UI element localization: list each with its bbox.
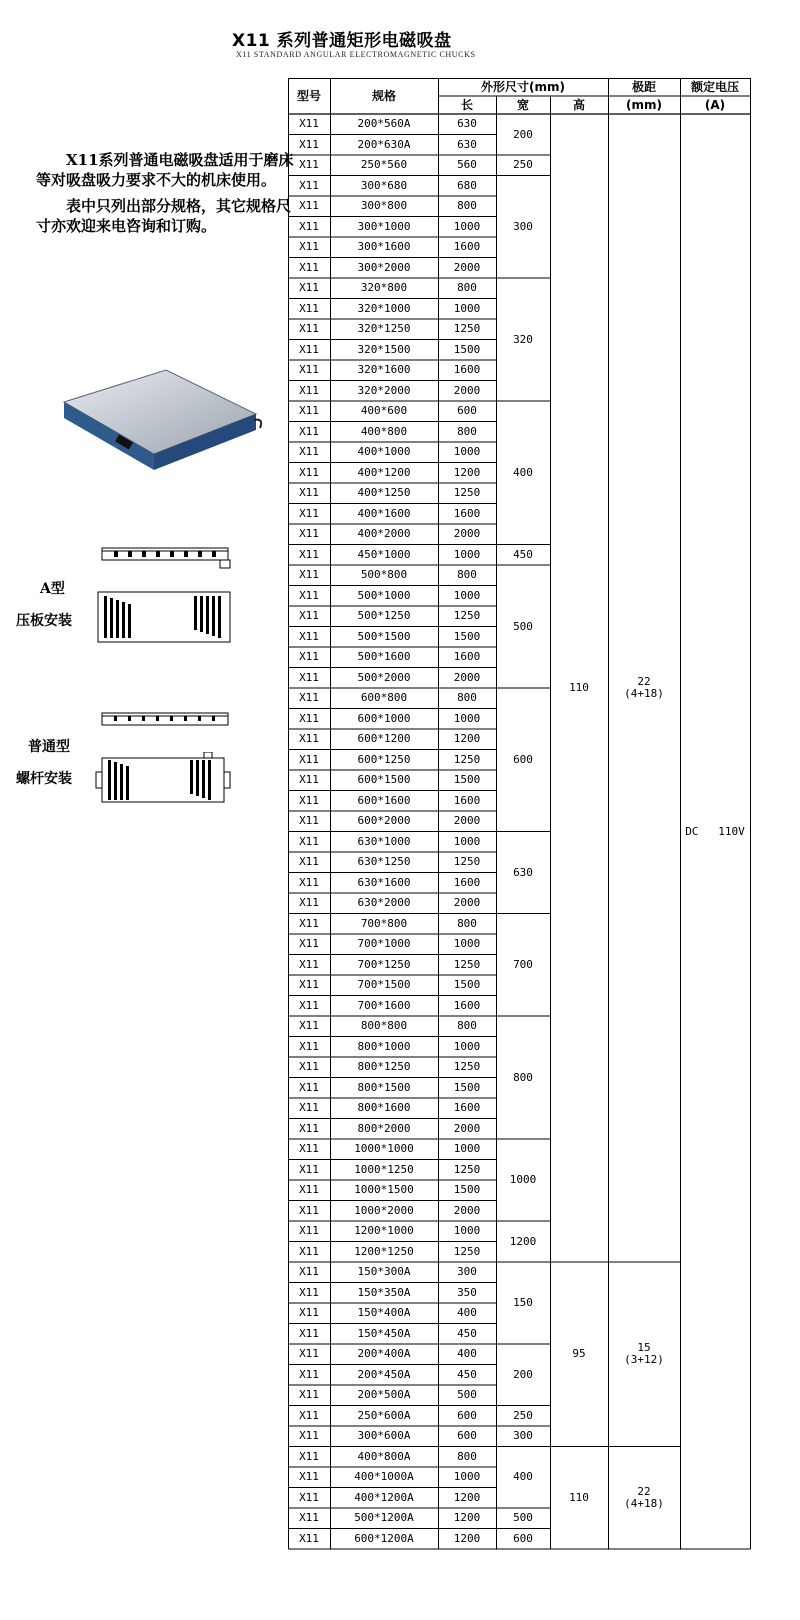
header-pole-unit: (mm) [626, 98, 662, 112]
row-model: X11 [299, 1039, 319, 1053]
row-length: 400 [457, 1347, 477, 1361]
row-spec: 400*1250 [357, 486, 411, 500]
row-spec: 700*1600 [357, 998, 411, 1012]
header-voltage-unit: (A) [704, 98, 726, 112]
row-model: X11 [299, 896, 319, 910]
row-length: 1600 [453, 793, 481, 807]
row-length: 800 [457, 424, 477, 438]
row-length: 600 [457, 1429, 477, 1443]
row-length: 1200 [453, 1490, 481, 1504]
row-length: 2000 [453, 383, 481, 397]
height-group-cell: 95 [572, 1347, 586, 1361]
row-model: X11 [299, 732, 319, 746]
width-group-cell: 1000 [509, 1173, 537, 1186]
row-spec: 300*600A [357, 1429, 411, 1443]
row-length: 1250 [453, 486, 481, 500]
row-length: 1600 [453, 240, 481, 254]
row-model: X11 [299, 506, 319, 520]
row-length: 400 [457, 1306, 477, 1320]
row-length: 450 [457, 1367, 477, 1381]
row-length: 1250 [453, 1060, 481, 1074]
header-outer-size: 外形尺寸(mm) [481, 80, 565, 94]
row-model: X11 [299, 1080, 319, 1094]
a-type-mount-label: 压板安装 [16, 613, 72, 629]
row-length: 630 [457, 137, 477, 151]
row-length: 1250 [453, 752, 481, 766]
row-model: X11 [299, 629, 319, 643]
width-group-cell: 500 [513, 619, 533, 633]
row-spec: 450*1000 [357, 547, 411, 561]
row-spec: 200*560A [357, 117, 411, 131]
row-length: 1000 [453, 937, 481, 951]
row-length: 1250 [453, 322, 481, 336]
row-spec: 150*300A [357, 1265, 411, 1279]
row-spec: 1000*1250 [354, 1162, 414, 1176]
row-model: X11 [299, 260, 319, 274]
row-length: 1250 [453, 609, 481, 623]
row-spec: 600*1200 [357, 732, 411, 746]
row-spec: 600*800 [360, 691, 408, 705]
width-group-cell: 630 [513, 865, 533, 879]
row-length: 1000 [453, 1224, 481, 1238]
row-spec: 1200*1250 [354, 1244, 414, 1258]
row-model: X11 [299, 527, 319, 541]
row-model: X11 [299, 814, 319, 828]
row-length: 1500 [453, 978, 481, 992]
row-length: 2000 [453, 1203, 481, 1217]
row-length: 1250 [453, 1244, 481, 1258]
intro-paragraph-2: 表中只列出部分规格，其它规格尺寸亦欢迎来电咨询和订购。 [36, 197, 292, 235]
row-model: X11 [299, 1142, 319, 1156]
row-length: 1600 [453, 650, 481, 664]
row-length: 1000 [453, 219, 481, 233]
row-spec: 500*1200A [354, 1511, 414, 1525]
row-length: 1000 [453, 301, 481, 315]
row-spec: 400*1200 [357, 465, 411, 479]
row-spec: 320*1250 [357, 322, 411, 336]
row-model: X11 [299, 1019, 319, 1033]
row-model: X11 [299, 322, 319, 336]
row-model: X11 [299, 1183, 319, 1197]
width-group-cell: 400 [513, 1470, 533, 1484]
row-length: 1600 [453, 998, 481, 1012]
row-model: X11 [299, 1388, 319, 1402]
row-model: X11 [299, 691, 319, 705]
row-spec: 500*1250 [357, 609, 411, 623]
row-length: 1250 [453, 1162, 481, 1176]
row-spec: 700*800 [360, 916, 408, 930]
row-length: 1200 [453, 1531, 481, 1545]
page-title: X11 系列普通矩形电磁吸盘 [232, 31, 452, 51]
row-spec: 400*800 [360, 424, 408, 438]
row-model: X11 [299, 670, 319, 684]
row-spec: 250*560 [360, 158, 408, 172]
normal-type-mount-label: 螺杆安装 [16, 771, 72, 787]
row-length: 1000 [453, 588, 481, 602]
row-model: X11 [299, 486, 319, 500]
row-spec: 320*800 [360, 281, 408, 295]
row-spec: 320*1500 [357, 342, 411, 356]
row-spec: 800*1250 [357, 1060, 411, 1074]
row-model: X11 [299, 240, 319, 254]
row-spec: 800*1000 [357, 1039, 411, 1053]
row-model: X11 [299, 1060, 319, 1074]
row-spec: 400*1600 [357, 506, 411, 520]
row-model: X11 [299, 1285, 319, 1299]
row-model: X11 [299, 1429, 319, 1443]
row-model: X11 [299, 978, 319, 992]
width-group-cell: 600 [513, 1531, 533, 1545]
row-length: 2000 [453, 670, 481, 684]
row-spec: 1000*1000 [354, 1142, 414, 1156]
row-spec: 150*400A [357, 1306, 411, 1320]
header-pole-pitch: 极距 [631, 80, 656, 94]
row-length: 1200 [453, 732, 481, 746]
row-length: 2000 [453, 814, 481, 828]
row-length: 1600 [453, 363, 481, 377]
row-spec: 500*800 [360, 568, 408, 582]
header-spec: 规格 [371, 89, 396, 103]
row-spec: 300*2000 [357, 260, 411, 274]
row-model: X11 [299, 178, 319, 192]
row-model: X11 [299, 1470, 319, 1484]
row-spec: 320*1600 [357, 363, 411, 377]
row-spec: 400*800A [357, 1449, 411, 1463]
row-model: X11 [299, 588, 319, 602]
row-spec: 800*2000 [357, 1121, 411, 1135]
row-spec: 600*1600 [357, 793, 411, 807]
page-subtitle: X11 STANDARD ANGULAR ELECTROMAGNETIC CHUCKS [236, 50, 476, 59]
row-model: X11 [299, 445, 319, 459]
row-length: 1000 [453, 711, 481, 725]
row-length: 600 [457, 404, 477, 418]
row-spec: 300*1000 [357, 219, 411, 233]
row-model: X11 [299, 363, 319, 377]
row-model: X11 [299, 1449, 319, 1463]
width-group-cell: 600 [513, 752, 533, 766]
normal-type-side-drawing [100, 708, 232, 734]
a-type-side-drawing [100, 542, 232, 572]
row-model: X11 [299, 834, 319, 848]
row-spec: 700*1500 [357, 978, 411, 992]
row-model: X11 [299, 916, 319, 930]
height-group-cell: 110 [569, 681, 589, 694]
row-length: 800 [457, 916, 477, 930]
row-length: 1500 [453, 629, 481, 643]
row-model: X11 [299, 281, 319, 295]
row-spec: 800*1500 [357, 1080, 411, 1094]
row-model: X11 [299, 773, 319, 787]
row-model: X11 [299, 404, 319, 418]
row-length: 630 [457, 117, 477, 131]
row-model: X11 [299, 711, 319, 725]
width-group-cell: 200 [513, 1367, 533, 1381]
width-group-cell: 200 [513, 127, 533, 141]
intro-text [36, 150, 296, 242]
row-model: X11 [299, 1203, 319, 1217]
row-spec: 300*1600 [357, 240, 411, 254]
row-spec: 320*2000 [357, 383, 411, 397]
width-group-cell: 1200 [509, 1234, 537, 1248]
row-spec: 320*1000 [357, 301, 411, 315]
row-model: X11 [299, 998, 319, 1012]
row-model: X11 [299, 383, 319, 397]
row-length: 1000 [453, 1142, 481, 1156]
row-spec: 500*1600 [357, 650, 411, 664]
row-spec: 600*1200A [354, 1531, 414, 1545]
row-length: 1000 [453, 547, 481, 561]
row-model: X11 [299, 342, 319, 356]
row-model: X11 [299, 1326, 319, 1340]
width-group-cell: 250 [513, 158, 533, 172]
voltage-group-cell: DC 110V [685, 824, 745, 838]
intro-paragraph-1: X11系列普通电磁吸盘适用于磨床等对吸盘吸力要求不大的机床使用。 [36, 151, 294, 189]
width-group-cell: 300 [513, 1429, 533, 1443]
row-model: X11 [299, 875, 319, 889]
row-spec: 630*1600 [357, 875, 411, 889]
row-spec: 500*1000 [357, 588, 411, 602]
row-spec: 400*2000 [357, 527, 411, 541]
row-spec: 200*500A [357, 1388, 411, 1402]
row-spec: 300*680 [360, 178, 408, 192]
row-model: X11 [299, 855, 319, 869]
row-model: X11 [299, 1408, 319, 1422]
row-spec: 200*400A [357, 1347, 411, 1361]
row-length: 800 [457, 1449, 477, 1463]
row-spec: 600*1000 [357, 711, 411, 725]
row-model: X11 [299, 1121, 319, 1135]
row-spec: 500*1500 [357, 629, 411, 643]
row-length: 600 [457, 1408, 477, 1422]
row-model: X11 [299, 158, 319, 172]
row-length: 800 [457, 199, 477, 213]
row-spec: 630*2000 [357, 896, 411, 910]
row-length: 1500 [453, 342, 481, 356]
row-spec: 1000*1500 [354, 1183, 414, 1197]
row-spec: 400*1200A [354, 1490, 414, 1504]
width-group-cell: 500 [513, 1511, 533, 1525]
row-length: 1500 [453, 1080, 481, 1094]
row-spec: 250*600A [357, 1408, 411, 1422]
row-length: 2000 [453, 260, 481, 274]
row-model: X11 [299, 1224, 319, 1238]
row-length: 2000 [453, 896, 481, 910]
row-length: 1000 [453, 1470, 481, 1484]
header-voltage: 额定电压 [690, 80, 739, 94]
width-group-cell: 700 [513, 957, 533, 971]
row-spec: 200*450A [357, 1367, 411, 1381]
row-length: 1250 [453, 855, 481, 869]
pole-group-cell: 15 (3+12) [624, 1341, 664, 1367]
width-group-cell: 400 [513, 465, 533, 479]
width-group-cell: 300 [513, 219, 533, 233]
row-model: X11 [299, 465, 319, 479]
row-model: X11 [299, 1101, 319, 1115]
row-model: X11 [299, 937, 319, 951]
row-spec: 700*1000 [357, 937, 411, 951]
row-spec: 1000*2000 [354, 1203, 414, 1217]
row-length: 680 [457, 178, 477, 192]
width-group-cell: 800 [513, 1070, 533, 1084]
row-length: 1200 [453, 465, 481, 479]
row-spec: 150*450A [357, 1326, 411, 1340]
pole-group-cell: 22 (4+18) [624, 1484, 664, 1510]
row-length: 1000 [453, 834, 481, 848]
row-model: X11 [299, 137, 319, 151]
row-length: 300 [457, 1265, 477, 1279]
row-length: 1000 [453, 445, 481, 459]
row-model: X11 [299, 752, 319, 766]
row-model: X11 [299, 219, 319, 233]
row-spec: 1200*1000 [354, 1224, 414, 1238]
row-model: X11 [299, 957, 319, 971]
row-length: 500 [457, 1388, 477, 1402]
header-width: 宽 [516, 98, 529, 112]
row-length: 1000 [453, 1039, 481, 1053]
row-model: X11 [299, 424, 319, 438]
row-spec: 600*1250 [357, 752, 411, 766]
row-spec: 500*2000 [357, 670, 411, 684]
width-group-cell: 250 [513, 1408, 533, 1422]
row-spec: 400*1000A [354, 1470, 414, 1484]
normal-type-label: 普通型 [28, 739, 70, 755]
row-model: X11 [299, 117, 319, 131]
row-model: X11 [299, 1244, 319, 1258]
width-group-cell: 450 [513, 547, 533, 561]
row-length: 1600 [453, 506, 481, 520]
row-spec: 800*1600 [357, 1101, 411, 1115]
row-model: X11 [299, 793, 319, 807]
row-length: 1600 [453, 1101, 481, 1115]
row-spec: 400*600 [360, 404, 408, 418]
a-type-top-drawing [94, 588, 234, 646]
row-length: 2000 [453, 1121, 481, 1135]
row-spec: 630*1000 [357, 834, 411, 848]
row-model: X11 [299, 199, 319, 213]
row-model: X11 [299, 1265, 319, 1279]
header-height: 高 [572, 98, 585, 112]
row-model: X11 [299, 568, 319, 582]
row-length: 450 [457, 1326, 477, 1340]
row-model: X11 [299, 1367, 319, 1381]
row-length: 800 [457, 691, 477, 705]
header-length: 长 [460, 98, 473, 112]
row-model: X11 [299, 301, 319, 315]
row-length: 800 [457, 1019, 477, 1033]
row-model: X11 [299, 547, 319, 561]
row-length: 1500 [453, 773, 481, 787]
spec-table [288, 78, 774, 1594]
row-spec: 300*800 [360, 199, 408, 213]
row-length: 1250 [453, 957, 481, 971]
row-length: 800 [457, 568, 477, 582]
row-model: X11 [299, 1306, 319, 1320]
row-model: X11 [299, 1162, 319, 1176]
row-length: 1500 [453, 1183, 481, 1197]
normal-type-top-drawing [94, 752, 236, 808]
row-model: X11 [299, 1347, 319, 1361]
row-spec: 600*2000 [357, 814, 411, 828]
row-length: 800 [457, 281, 477, 295]
height-group-cell: 110 [569, 1490, 589, 1504]
row-spec: 400*1000 [357, 445, 411, 459]
row-spec: 800*800 [360, 1019, 408, 1033]
a-type-label: A型 [40, 581, 65, 597]
row-model: X11 [299, 1531, 319, 1545]
row-model: X11 [299, 650, 319, 664]
row-model: X11 [299, 1511, 319, 1525]
row-spec: 600*1500 [357, 773, 411, 787]
row-spec: 150*350A [357, 1285, 411, 1299]
width-group-cell: 150 [513, 1296, 533, 1309]
chuck-product-image [58, 366, 268, 474]
row-length: 1200 [453, 1511, 481, 1525]
row-model: X11 [299, 1490, 319, 1504]
row-spec: 700*1250 [357, 957, 411, 971]
header-model: 型号 [296, 89, 321, 103]
pole-group-cell: 22 (4+18) [624, 675, 664, 700]
row-length: 350 [457, 1285, 477, 1299]
row-length: 1600 [453, 875, 481, 889]
row-spec: 200*630A [357, 137, 411, 151]
width-group-cell: 320 [513, 332, 533, 346]
row-length: 2000 [453, 527, 481, 541]
row-length: 560 [457, 158, 477, 172]
row-spec: 630*1250 [357, 855, 411, 869]
row-model: X11 [299, 609, 319, 623]
